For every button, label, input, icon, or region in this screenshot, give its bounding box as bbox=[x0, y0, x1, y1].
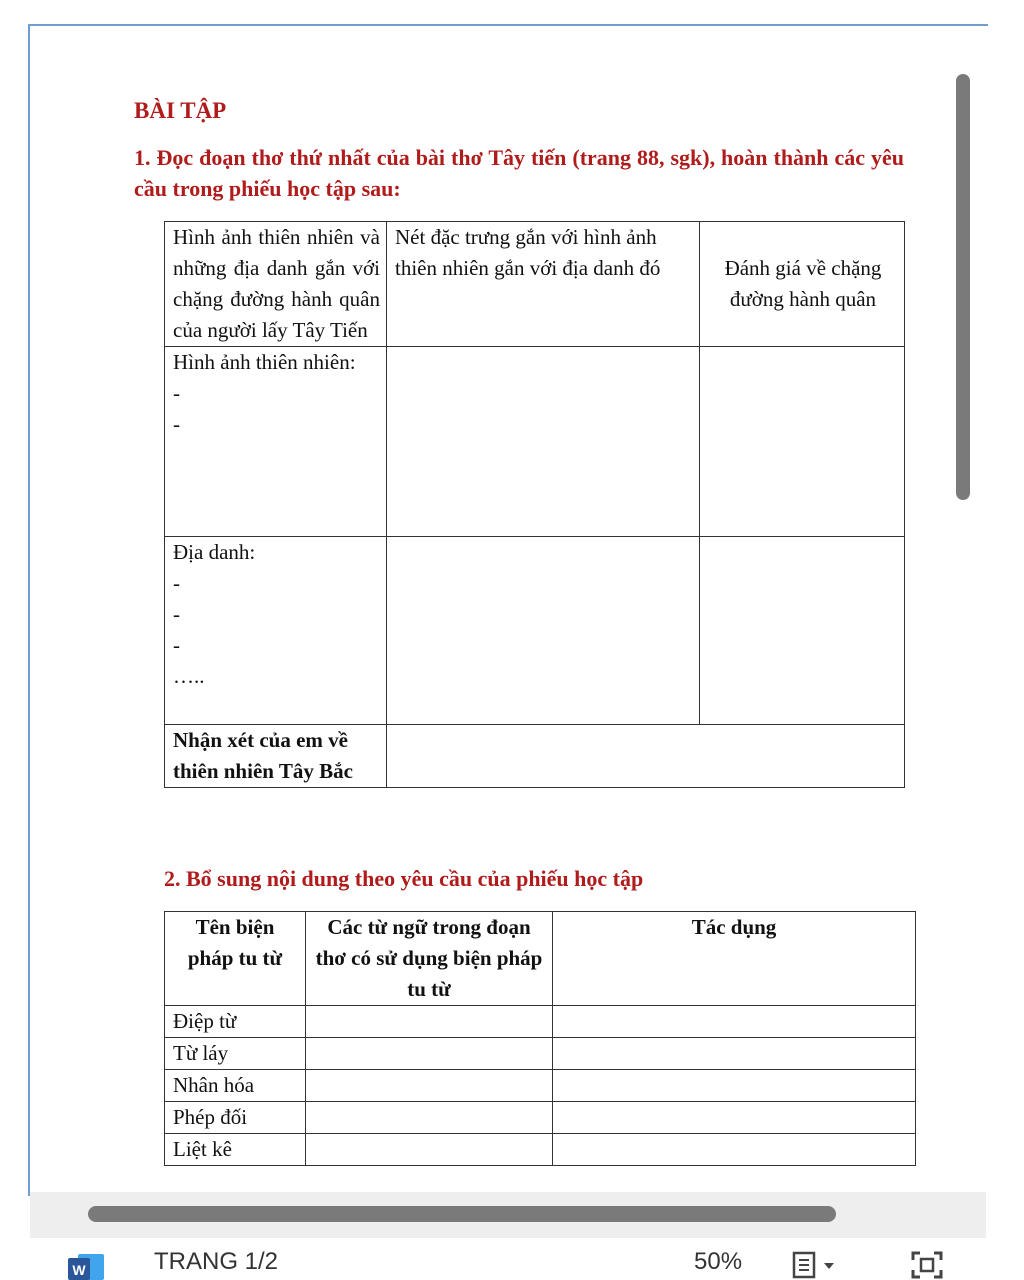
empty-cell bbox=[306, 1134, 553, 1166]
table-row bbox=[165, 1070, 916, 1102]
empty-cell bbox=[553, 1102, 916, 1134]
empty-cell bbox=[553, 1134, 916, 1166]
place-label: Địa danh: bbox=[173, 540, 256, 564]
header-words-used: Các từ ngữ trong đoạn thơ có sử dụng biện pháp tu từ bbox=[306, 912, 553, 1006]
exercise-heading: BÀI TẬP bbox=[134, 98, 227, 123]
comment-label-cell: Nhận xét của em về thiên nhiên Tây Bắc bbox=[165, 725, 387, 788]
header-effect: Tác dụng bbox=[553, 912, 916, 1006]
word-icon bbox=[68, 1254, 104, 1280]
table-row bbox=[165, 347, 905, 537]
empty-cell bbox=[306, 1006, 553, 1038]
cell-place-names bbox=[165, 537, 387, 725]
empty-cell bbox=[387, 347, 700, 537]
empty-cell bbox=[553, 1070, 916, 1102]
empty-cell bbox=[553, 1006, 916, 1038]
empty-cell bbox=[387, 537, 700, 725]
chevron-down-icon bbox=[824, 1263, 834, 1269]
question-1-text: 1. Đọc đoạn thơ thứ nhất của bài thơ Tây tiến (trang 88, sgk), hoàn thành các yêu cầu trong phiếu học tập sau: bbox=[134, 145, 904, 201]
nature-label: Hình ảnh thiên nhiên: bbox=[173, 350, 356, 374]
table-row bbox=[165, 537, 905, 725]
header-cell-characteristics: Nét đặc trưng gắn với hình ảnh thiên nhiên gắn với địa danh đó bbox=[387, 222, 700, 347]
empty-cell bbox=[306, 1070, 553, 1102]
table-row bbox=[165, 725, 905, 788]
device-name-cell: Điệp từ bbox=[165, 1006, 306, 1038]
empty-cell bbox=[553, 1038, 916, 1070]
question-2-text: 2. Bổ sung nội dung theo yêu cầu của phiếu học tập bbox=[164, 866, 644, 891]
table-row bbox=[165, 1038, 916, 1070]
status-bar bbox=[0, 1238, 1024, 1280]
device-name-cell: Phép đối bbox=[165, 1102, 306, 1134]
vertical-scrollbar[interactable] bbox=[956, 74, 970, 500]
dash-item: - bbox=[173, 633, 180, 657]
zoom-level[interactable]: 50% bbox=[694, 1248, 743, 1275]
dash-item: - bbox=[173, 602, 180, 626]
svg-text:W: W bbox=[72, 1262, 86, 1278]
page-indicator[interactable]: TRANG 1/2 bbox=[154, 1248, 279, 1275]
table-header-row bbox=[165, 912, 916, 1006]
worksheet-table-2 bbox=[164, 911, 916, 1166]
device-name-cell: Liệt kê bbox=[165, 1134, 306, 1166]
dash-item: - bbox=[173, 571, 180, 595]
header-cell-evaluation: Đánh giá về chặng đường hành quân bbox=[700, 222, 905, 347]
header-cell-nature-places: Hình ảnh thiên nhiên và những địa danh gắn với chặng đường hành quân của người lấy Tây Tiến bbox=[165, 222, 387, 347]
worksheet-table-1 bbox=[164, 221, 905, 788]
empty-cell bbox=[306, 1102, 553, 1134]
table-row bbox=[165, 1102, 916, 1134]
document-view-icon[interactable] bbox=[790, 1250, 850, 1280]
empty-cell bbox=[700, 537, 905, 725]
table-row bbox=[165, 1006, 916, 1038]
table-row bbox=[165, 222, 905, 347]
dash-item: - bbox=[173, 412, 180, 436]
table-row bbox=[165, 1134, 916, 1166]
fit-screen-icon[interactable] bbox=[910, 1250, 944, 1280]
device-name-cell: Từ láy bbox=[165, 1038, 306, 1070]
empty-cell bbox=[700, 347, 905, 537]
dash-item: - bbox=[173, 381, 180, 405]
cell-nature-images bbox=[165, 347, 387, 537]
empty-cell bbox=[306, 1038, 553, 1070]
ellipsis: ….. bbox=[173, 664, 205, 688]
device-name-cell: Nhân hóa bbox=[165, 1070, 306, 1102]
empty-cell bbox=[387, 725, 905, 788]
header-device-name: Tên biện pháp tu từ bbox=[165, 912, 306, 1006]
horizontal-scrollbar[interactable] bbox=[88, 1206, 836, 1222]
